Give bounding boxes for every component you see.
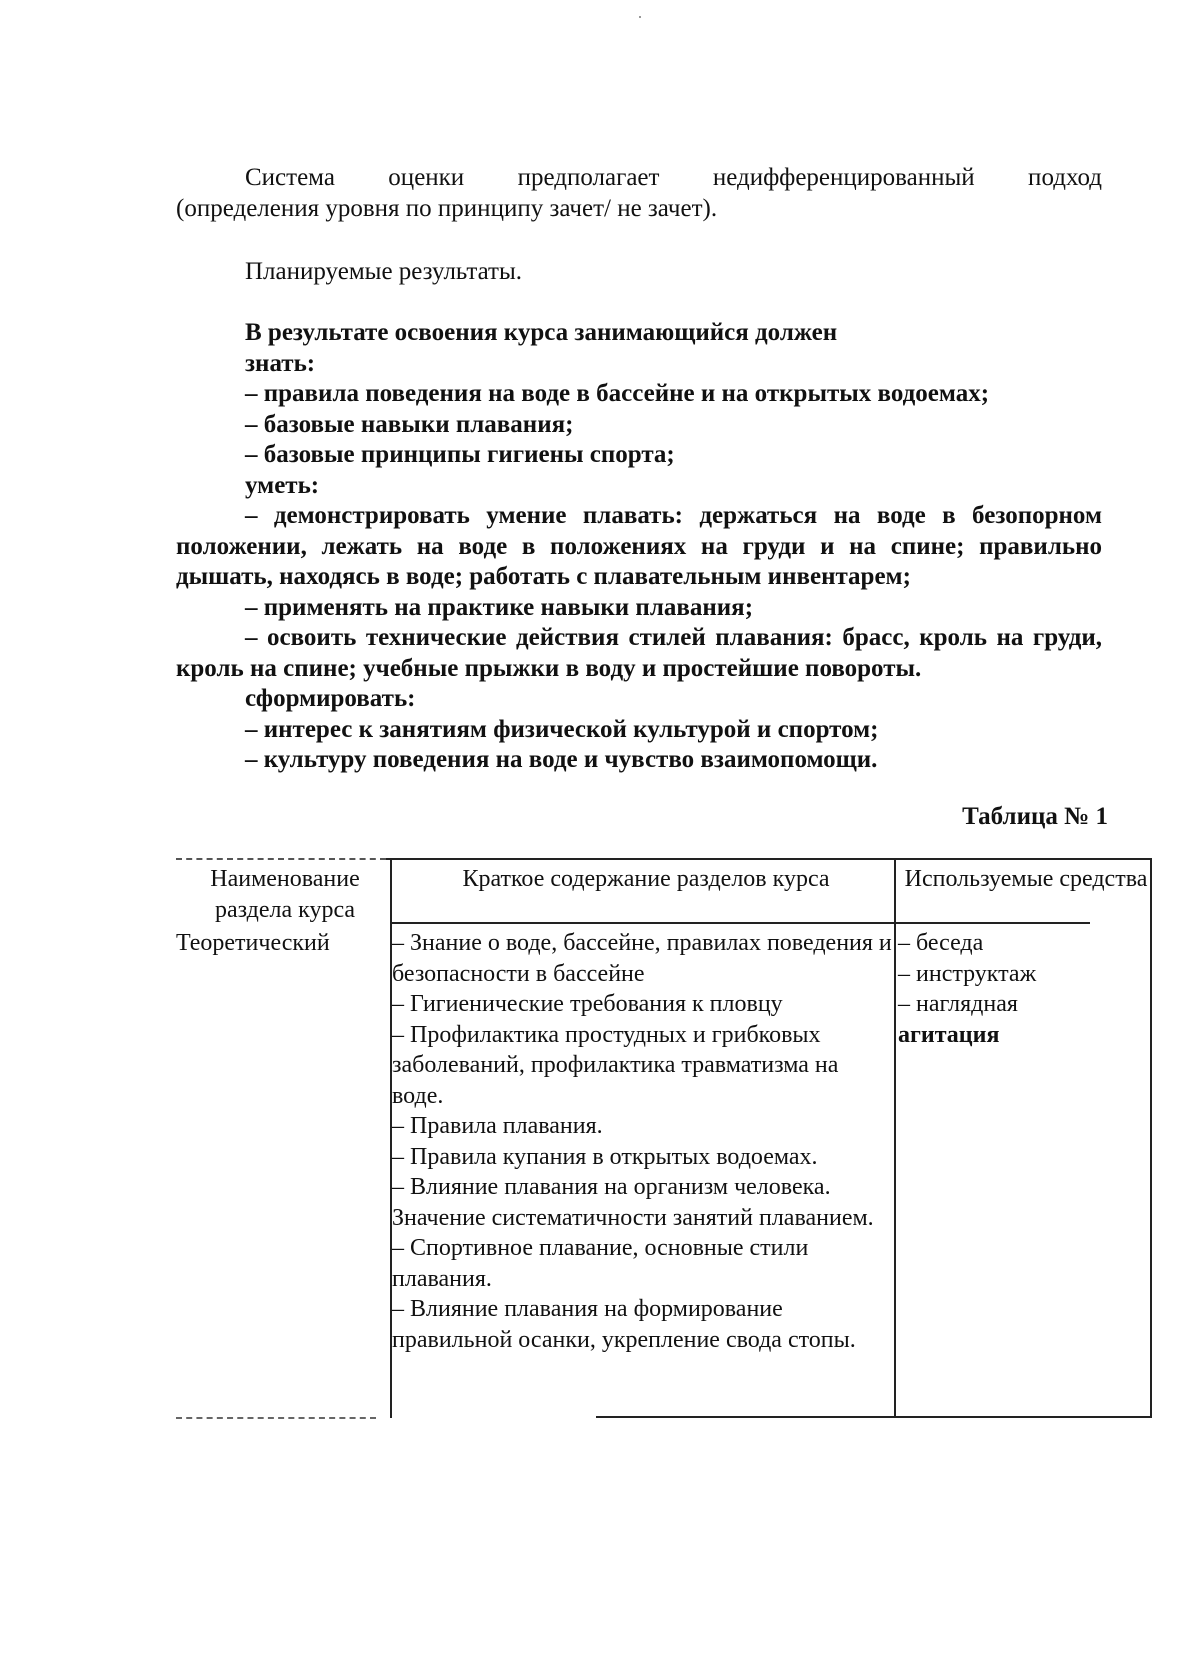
content-item: – Спортивное плавание, основные стили плавания. (392, 1235, 809, 1292)
means-item: агитация (898, 1021, 1000, 1048)
means-item: – наглядная (898, 991, 1018, 1017)
know-item: – базовые принципы гигиены спорта; (245, 441, 675, 468)
form-item: – интерес к занятиям физической культурой и спортом; (245, 715, 879, 743)
content-item: – Профилактика простудных и грибковых заболеваний, профилактика травматизма на воде. (392, 1021, 839, 1109)
header-section-content: Краткое содержание разделов курса (462, 866, 830, 892)
table-top-border (386, 858, 1152, 860)
content-item: – Правила плавания. (392, 1113, 603, 1139)
content-item: – Гигиенические требования к пловцу (392, 991, 783, 1017)
scan-speck (639, 16, 641, 18)
evaluation-line-2: (определения уровня по принципу зачет/ не зачет). (176, 194, 718, 222)
know-item: – правила поведения на воде в бассейне и на открытых водоемах; (245, 380, 990, 407)
course-table (176, 858, 1152, 1418)
table-bottom-border (596, 1416, 1152, 1418)
header-means: Используемые средства (904, 866, 1148, 892)
table-top-border-dashed (176, 858, 386, 860)
can-heading: уметь: (245, 471, 320, 499)
table-row-section: Теоретический (176, 930, 330, 956)
evaluation-paragraph (176, 163, 1102, 224)
table-row-means (898, 928, 1148, 1050)
content-item: – Знание о воде, бассейне, правилах поведения и безопасности в бассейне (392, 930, 892, 987)
table-row-content (392, 928, 892, 1355)
content-item: – Правила купания в открытых водоемах. (392, 1143, 818, 1170)
can-item: – демонстрировать умение плавать: держаться на воде в безопорном положении, лежать на воде в положениях на груди и на спине; правильно дышать, находясь в воде; работать с плавательным инвентарем; (176, 502, 1102, 590)
means-item: – беседа (898, 930, 984, 956)
table-right-border (1150, 858, 1152, 1418)
can-item: – применять на практике навыки плавания; (245, 593, 754, 621)
header-section-name: Наименование раздела курса (210, 866, 360, 923)
can-item: – освоить технические действия стилей плавания: брасс, кроль на груди, кроль на спине; учебные прыжки в воду и простейшие повороты. (176, 624, 1102, 682)
column-divider-2 (894, 858, 896, 1418)
table-bottom-border-dashed (176, 1417, 376, 1419)
header-bottom-border (390, 922, 1090, 924)
evaluation-line-1: Система оценки предполагает недифференцированный подход (245, 164, 1102, 191)
means-item: – инструктаж (898, 960, 1037, 987)
outcomes-block (176, 318, 1102, 776)
table-caption: Таблица № 1 (962, 803, 1108, 830)
form-item: – культуру поведения на воде и чувство взаимопомощи. (245, 746, 878, 773)
planned-results-heading: Планируемые результаты. (245, 258, 523, 285)
know-item: – базовые навыки плавания; (245, 410, 574, 438)
know-heading: знать: (245, 349, 316, 377)
content-item: – Влияние плавания на формирование правильной осанки, укрепление свода стопы. (392, 1296, 856, 1353)
intro-line: В результате освоения курса занимающийся должен (245, 319, 838, 346)
form-heading: сформировать: (245, 685, 416, 712)
content-item: – Влияние плавания на организм человека. Значение систематичности занятий плаванием. (392, 1174, 874, 1231)
